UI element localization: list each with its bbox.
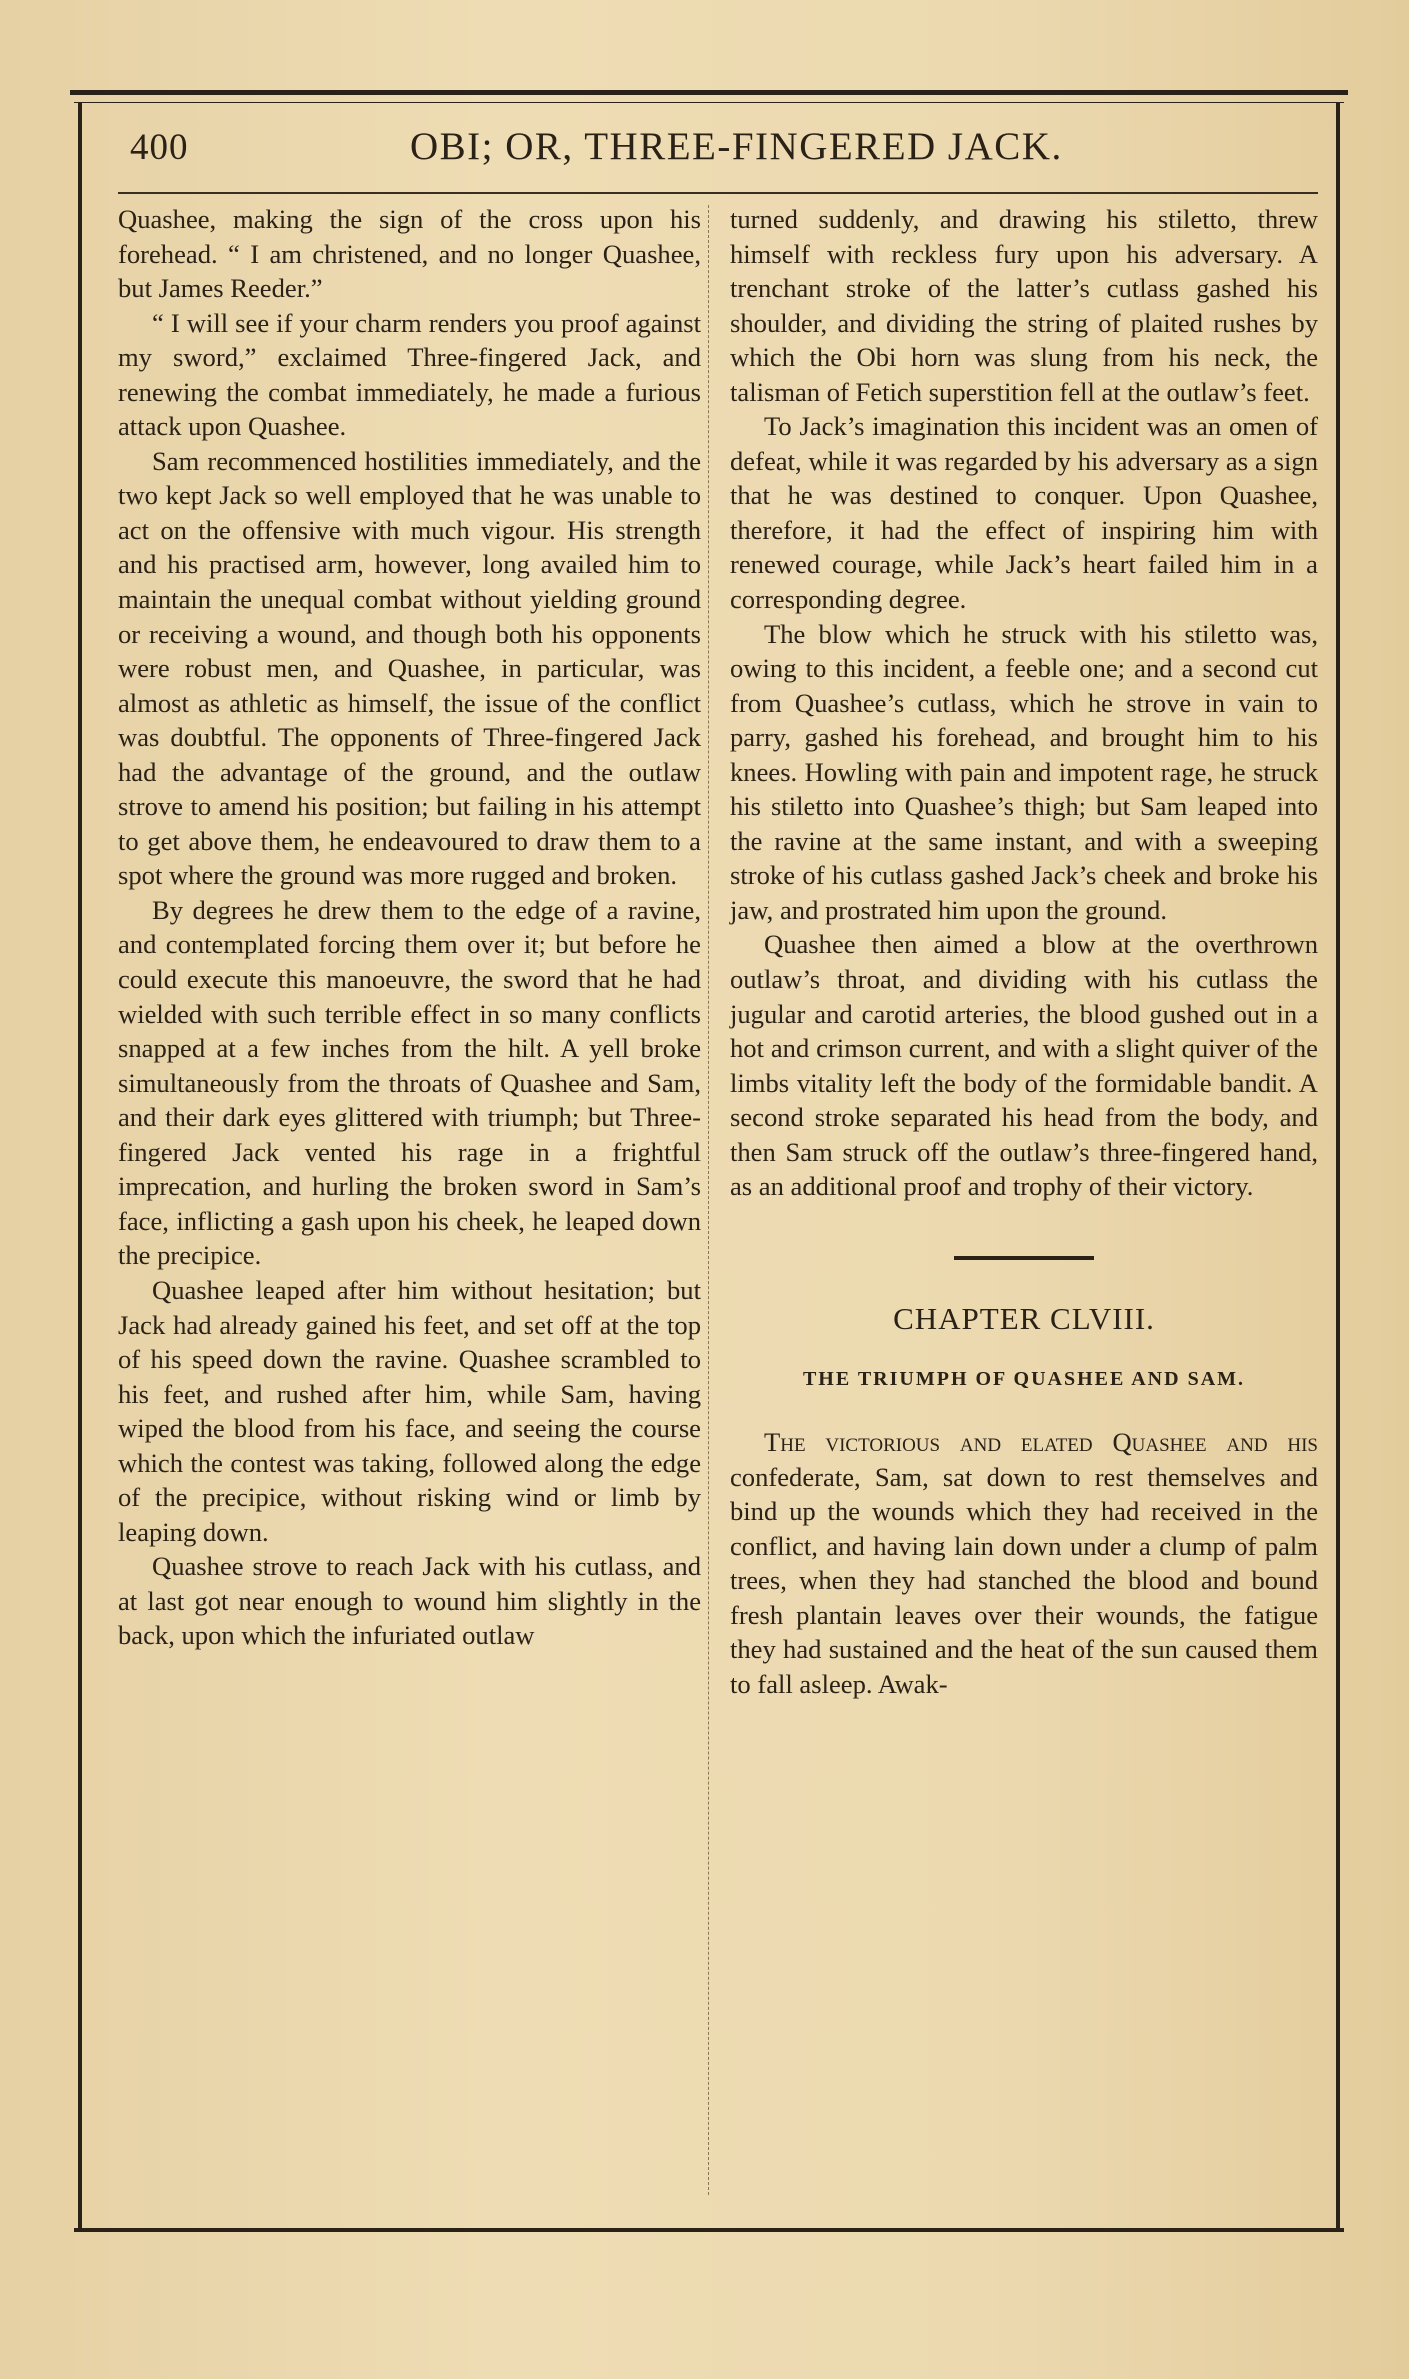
chapter-opening-paragraph: The victorious and elated Quashee and his confederate, Sam, sat down to rest themselves and bind up the wounds which they had received in the conflict, and having lain down under a clump of palm trees, when they had stanched the blood and bound fresh plantain leaves over their wounds, the fatigue they had sustained and the heat of the sun caused them to fall asleep. Awak- <box>730 1426 1318 1699</box>
paragraph: “ I will see if your charm renders you proof against my sword,” exclaimed Three-fingered Jack, and renewing the combat immediately, he made a furious attack upon Quashee. <box>118 307 701 442</box>
top-border-thin-rule <box>74 102 1344 103</box>
paragraph: The blow which he struck with his stiletto was, owing to this incident, a feeble one; and a second cut from Quashee’s cutlass, which he strove in vain to parry, gashed his forehead, and brought him to his knees. Howling with pain and impotent rage, he struck his stiletto into Quashee’s thigh; but Sam leaped into the ravine at the same instant, and with a sweeping stroke of his cutlass gashed Jack’s cheek and broke his jaw, and prostrated him upon the ground. <box>730 618 1318 925</box>
top-border-rule <box>70 90 1348 95</box>
paragraph: turned suddenly, and drawing his stiletto, threw himself with reckless fury upon his adversary. A trenchant stroke of the latter’s cutlass gashed his shoulder, and dividing the string of plaited rushes by which the Obi horn was slung from his neck, the talisman of Fetich superstition fell at the outlaw’s feet. <box>730 204 1318 407</box>
chapter-ornament-rule <box>954 1256 1094 1264</box>
paragraph: To Jack’s imagination this incident was an omen of defeat, while it was regarded by his adversary as a sign that he was destined to conquer. Upon Quashee, therefore, it had the effect of inspiring him with renewed courage, while Jack’s heart failed him in a corresponding degree. <box>730 411 1318 615</box>
paragraph: Quashee leaped after him without hesitation; but Jack had already gained his feet, and set off at the top of his speed down the ravine. Quashee scrambled to his feet, and rushed after him, while Sam, having wiped the blood from his face, and seeing the course which the contest was taking, followed along the edge of the precipice, without risking wind or limb by leaping down. <box>118 1274 701 1547</box>
bottom-border-rule <box>74 2228 1344 2232</box>
chapter-subtitle: THE TRIUMPH OF QUASHEE AND SAM. <box>802 1368 1246 1391</box>
paragraph: Quashee then aimed a blow at the overthrown outlaw’s throat, and dividing with his cutlass the jugular and carotid arteries, the blood gushed out in a hot and crimson current, and with a slight quiver of the limbs vitality left the body of the formidable bandit. A second stroke separated his head from the body, and then Sam struck off the outlaw’s three-fingered hand, as an additional proof and trophy of their victory. <box>730 929 1318 1202</box>
column-divider <box>708 205 709 2195</box>
paragraph: Quashee, making the sign of the cross upon his forehead. “ I am christened, and no longer Quashee, but James Reeder.” <box>118 204 701 304</box>
paragraph: Sam recommenced hostilities immediately, and the two kept Jack so well employed that he was unable to act on the offensive with much vigour. His strength and his practised arm, however, long availed him to maintain the unequal combat without yielding ground or receiving a wound, and though both his opponents were robust men, and Quashee, in particular, was almost as athletic as himself, the issue of the conflict was doubtful. The opponents of Three-fingered Jack had the advantage of the ground, and the outlaw strove to amend his position; but failing in his attempt to get above them, he endeavoured to draw them to a spot where the ground was more rugged and broken. <box>118 445 701 891</box>
chapter-title: CHAPTER CLVIII. <box>893 1300 1155 1336</box>
paragraph: Quashee strove to reach Jack with his cutlass, and at last got near enough to wound him slightly in the back, upon which the infuriated outlaw <box>118 1551 701 1651</box>
right-border-rule <box>1336 102 1340 2230</box>
right-column <box>730 202 1318 1701</box>
running-title: OBI; OR, THREE-FINGERED JACK. <box>410 125 1063 168</box>
header-rule <box>118 192 1318 194</box>
left-border-rule <box>78 102 82 2230</box>
left-column <box>118 202 701 1653</box>
paragraph: By degrees he drew them to the edge of a ravine, and contemplated forcing them over it; but before he could execute this manoeuvre, the sword that he had wielded with such terrible effect in so many conflicts snapped at a few inches from the hilt. A yell broke simultaneously from the throats of Quashee and Sam, and their dark eyes glittered with triumph; but Three-fingered Jack vented his rage in a frightful imprecation, and hurling the broken sword in Sam’s face, inflicting a gash upon his cheek, he leaped down the precipice. <box>118 894 701 1271</box>
page-number: 400 <box>130 127 189 168</box>
